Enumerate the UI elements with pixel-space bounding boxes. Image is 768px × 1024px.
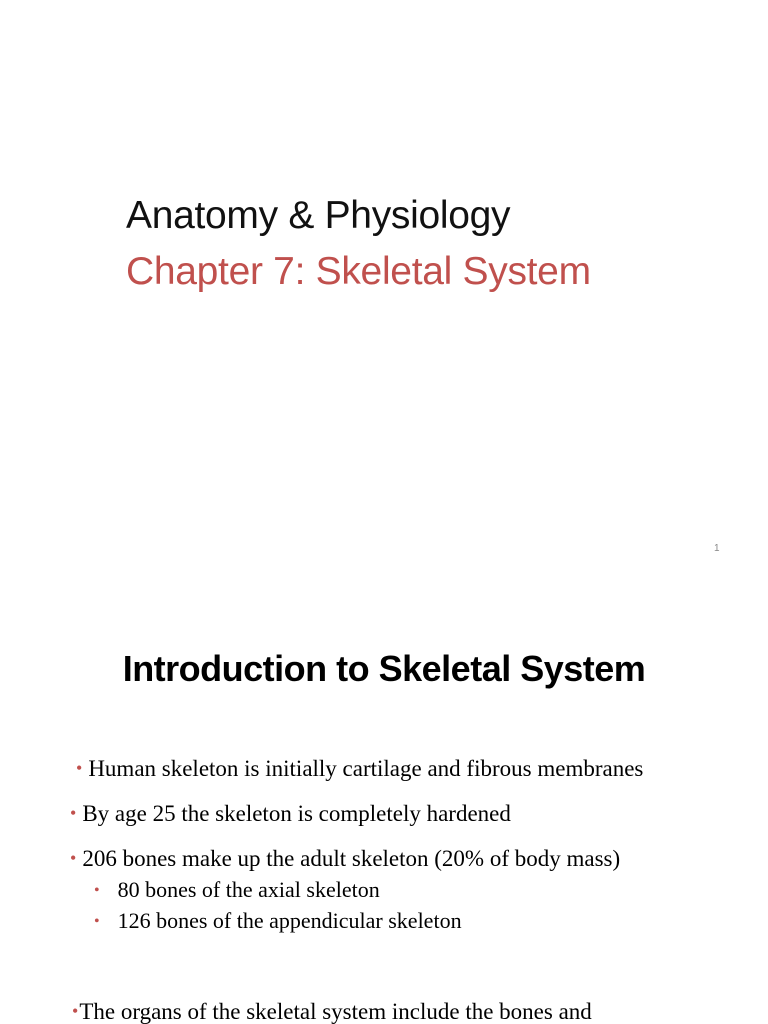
slide-number: 1 (714, 543, 720, 554)
bullet-item (76, 756, 643, 782)
bullet-item (72, 999, 592, 1024)
bullet-icon: • (94, 882, 100, 899)
bullet-icon: • (94, 913, 100, 930)
bullet-icon: • (72, 1001, 79, 1021)
bullet-text: Human skeleton is initially cartilage and fibrous membranes (88, 756, 644, 781)
bullet-item (70, 846, 620, 872)
bullet-item (70, 801, 511, 827)
bullet-icon: • (70, 848, 77, 868)
bullet-text: 206 bones make up the adult skeleton (20% of body mass) (82, 846, 621, 871)
bullet-icon: • (76, 758, 83, 778)
slide-subtitle: Chapter 7: Skeletal System (126, 250, 591, 293)
bullet-text: The organs of the skeletal system include the bones and (79, 999, 592, 1024)
sub-bullet-item (94, 877, 380, 903)
slide-title: Introduction to Skeletal System (122, 648, 646, 689)
bullet-icon: • (70, 803, 77, 823)
sub-bullet-item (94, 908, 462, 934)
bullet-text: By age 25 the skeleton is completely hardened (82, 801, 511, 826)
bullet-text: 126 bones of the appendicular skeleton (117, 908, 462, 933)
slide-title: Anatomy & Physiology (126, 194, 511, 237)
intro-slide (0, 576, 768, 1024)
bullet-text: 80 bones of the axial skeleton (117, 877, 380, 902)
